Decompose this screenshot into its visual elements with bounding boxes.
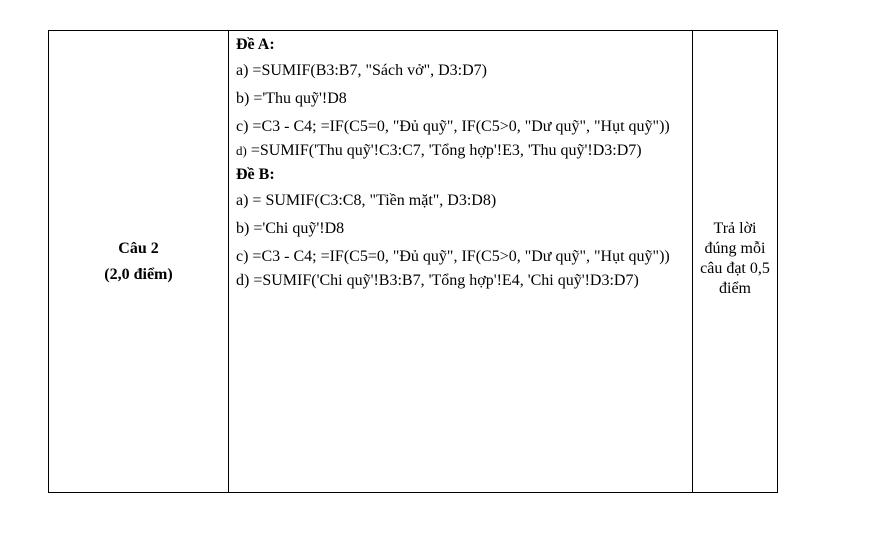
exam-a-answer-d-formula: =SUMIF('Thu quỹ'!C3:C7, 'Tổng hợp'!E3, 'Thu quỹ'!D3:D7) xyxy=(250,142,642,159)
score-cell xyxy=(693,31,778,493)
question-points: (2,0 điểm) xyxy=(104,265,173,283)
exam-a-answer-c: c) =C3 - C4; =IF(C5=0, "Đủ quỹ", IF(C5>0, "Dư quỹ", "Hụt quỹ")) xyxy=(236,118,670,135)
exam-a-answer-d-label: d) xyxy=(236,143,247,158)
question-title: Câu 2 xyxy=(118,239,159,257)
exam-a-answer-a: a) =SUMIF(B3:B7, "Sách vở", D3:D7) xyxy=(236,62,487,79)
exam-a-heading: Đề A: xyxy=(236,36,275,53)
table-row xyxy=(49,31,778,493)
scoring-note: Trả lời đúng mỗi câu đạt 0,5 điểm xyxy=(700,219,770,297)
question-cell xyxy=(49,31,229,493)
exam-b-answer-b: b) ='Chi quỹ'!D8 xyxy=(236,220,345,237)
exam-a-answer-b: b) ='Thu quỹ'!D8 xyxy=(236,90,347,107)
exam-b-heading: Đề B: xyxy=(236,166,275,183)
exam-b-answer-c: c) =C3 - C4; =IF(C5=0, "Đủ quỹ", IF(C5>0, "Dư quỹ", "Hụt quỹ")) xyxy=(236,248,670,265)
exam-a-answer-d xyxy=(236,141,684,161)
exam-b-answer-a: a) = SUMIF(C3:C8, "Tiền mặt", D3:D8) xyxy=(236,192,497,209)
answer-cell xyxy=(229,31,693,493)
exam-b-answer-d: d) =SUMIF('Chi quỹ'!B3:B7, 'Tổng hợp'!E4, 'Chi quỹ'!D3:D7) xyxy=(236,272,639,289)
answer-table xyxy=(48,30,778,493)
